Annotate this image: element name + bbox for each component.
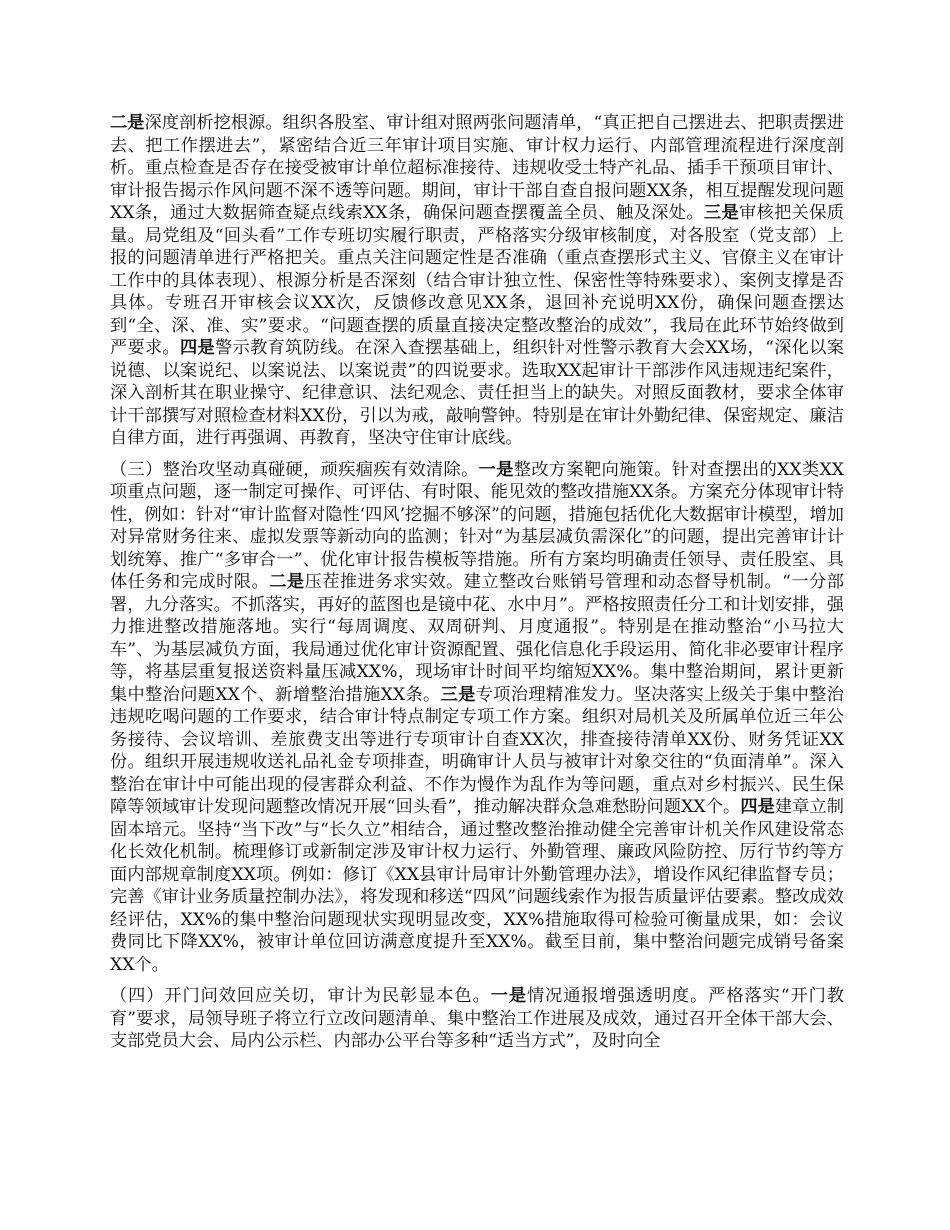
document-body bbox=[110, 112, 844, 1062]
keyword-yi-shi: 一是 bbox=[478, 459, 514, 480]
keyword-si-shi: 四是 bbox=[740, 797, 775, 817]
keyword-er-shi: 二是 bbox=[269, 572, 305, 592]
text-rectification-plan: 整改方案靶向施策。针对查摆出的XX类XX项重点问题，逐一制定可操作、可评估、有时限、能见效的整改措施XX条。方案充分体现审计特性，例如：针对“审计监督对隐性‘四风’挖掘不够深”的问题，措施包括优化大数据审计模型，增加对异常财务往来、虚拟发票等新动向的监测；针对“为基层减负需深化”的问题，提出完善审计计划统筹、推广“多审合一”、优化审计报告模板等措施。所有方案均明确责任领导、责任股室、具体任务和完成时限。 bbox=[110, 459, 844, 592]
paragraph-deep-analysis bbox=[110, 112, 844, 450]
keyword-yi-shi: 一是 bbox=[490, 986, 527, 1006]
paragraph-section-4 bbox=[110, 985, 844, 1053]
text-review-quality: 审核把关保质量。局党组及“回头看”工作专班切实履行职责，严格落实分级审核制度，对各股室（党支部）上报的问题清单进行严格把关。重点关注问题定性是否准确（重点查摆形式主义、官僚主义在审计工作中的具体表现）、根源分析是否深刻（结合审计独立性、保密性等特殊要求）、案例支撑是否具体。专班召开审核会议XX次，反馈修改意见XX条，退回补充说明XX份，确保问题查摆达到“全、深、准、实”要求。“问题查摆的质量直接决定整改整治的成效”，我局在此环节始终做到严要求。 bbox=[110, 203, 844, 358]
text-deep-analysis: 深度剖析挖根源。组织各股室、审计组对照两张问题清单，“真正把自己摆进去、把职责摆进去、把工作摆进去”，紧密结合近三年审计项目实施、审计权力运行、内部管理流程进行深度剖析。重点检查是否存在接受被审计单位超标准接待、违规收受土特产礼品、插手干预项目审计、审计报告揭示作风问题不深不透等问题。期间，审计干部自查自报问题XX条，相互提醒发现问题XX条，通过大数据筛查疑点线索XX条，确保问题查摆覆盖全员、触及深处。 bbox=[110, 113, 844, 223]
keyword-si-shi: 四是 bbox=[180, 338, 216, 358]
keyword-san-shi: 三是 bbox=[703, 203, 740, 223]
section-4-heading: （四）开门问效回应关切，审计为民彰显本色。 bbox=[110, 986, 491, 1006]
text-promote-implementation: 压茬推进务求实效。建立整改台账销号管理和动态督导机制。“一分部署，九分落实。不抓落实，再好的蓝图也是镜中花、水中月”。严格按照责任分工和计划安排，强力推进整改措施落地。实行“每周调度、双周研判、月度通报”。特别是在推动整治“小马拉大车”、为基层减负方面，我局通过优化审计资源配置、强化信息化手段运用、简化非必要审计程序等，将基层重复报送资料量压减XX%，现场审计时间平均缩短XX%。集中整治期间，累计更新集中整治问题XX个、新增整治措施XX条。 bbox=[110, 572, 844, 705]
text-institution-building: 建章立制固本培元。坚持“当下改”与“长久立”相结合，通过整改整治推动健全完善审计机关作风建设常态化长效化机制。梳理修订或新制定涉及审计权力运行、外勤管理、廉政风险防控、厉行节约等方面内部规章制度XX项。例如：修订《XX县审计局审计外勤管理办法》，增设作风纪律监督专员；完善《审计业务质量控制办法》，将发现和移送“四风”问题线索作为报告质量评估要素。整改成效经评估，XX%的集中整治问题现状实现明显改变，XX%措施取得可检验可衡量成果，如：会议费同比下降XX%，被审计单位回访满意度提升至XX%。截至目前，集中整治问题完成销号备案XX个。 bbox=[110, 797, 844, 975]
text-warning-education: 警示教育筑防线。在深入查摆基础上，组织针对性警示教育大会XX场，“深化以案说德、以案说纪、以案说法、以案说责”的四说要求。选取XX起审计干部涉作风违规违纪案件，深入剖析其在职业操守、纪律意识、法纪观念、责任担当上的缺失。对照反面教材，要求全体审计干部撰写对照检查材料XX份，引以为戒，敲响警钟。特别是在审计外勤纪律、保密规定、廉洁自律方面，进行再强调、再教育，坚决守住审计底线。 bbox=[110, 338, 844, 448]
keyword-er-shi: 二是 bbox=[110, 113, 145, 133]
paragraph-section-3 bbox=[110, 459, 844, 977]
text-transparency-report: 情况通报增强透明度。严格落实“开门教育”要求，局领导班子将立行立改问题清单、集中整治工作进展及成效，通过召开全体干部大会、支部党员大会、局内公示栏、内部办公平台等多种“适当方式”，及时向全 bbox=[110, 986, 844, 1051]
section-3-heading: （三）整治攻坚动真碰硬，顽疾痼疾有效清除。 bbox=[110, 459, 479, 480]
text-special-governance: 专项治理精准发力。坚决落实上级关于集中整治违规吃喝问题的工作要求，结合审计特点制定专项工作方案。组织对局机关及所属单位近三年公务接待、会议培训、差旅费支出等进行专项审计自查XX次，排查接待清单XX份、财务凭证XX份。组织开展违规收送礼品礼金专项排查，明确审计人员与被审计对象交往的“负面清单”。深入整治在审计中可能出现的侵害群众利益、不作为慢作为乱作为等问题，重点对乡村振兴、民生保障等领域审计发现问题整改情况开展“回头看”，推动解决群众急难愁盼问题XX个。 bbox=[110, 684, 844, 817]
keyword-san-shi: 三是 bbox=[440, 684, 476, 705]
